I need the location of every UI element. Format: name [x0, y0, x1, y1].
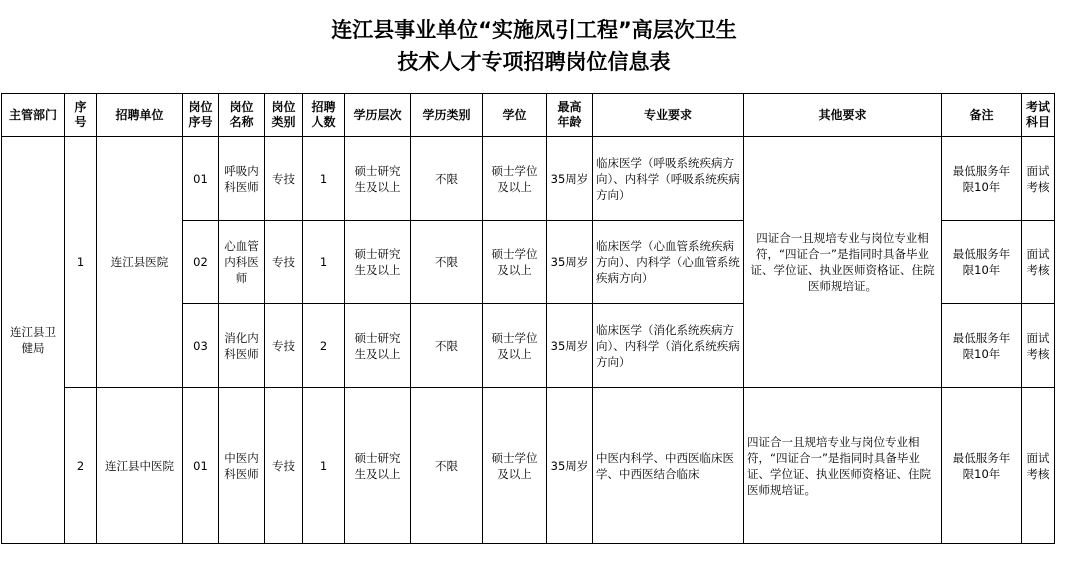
header-pos-no: 岗位 序号	[183, 94, 219, 137]
pos-type-cell: 专技	[265, 137, 303, 221]
note-cell: 最低服务年 限10年	[942, 221, 1022, 304]
table-row	[2, 388, 1055, 544]
age-cell: 35周岁	[547, 304, 593, 388]
edu-level-cell: 硕士研究 生及以上	[345, 137, 411, 221]
header-row	[2, 94, 1055, 137]
exam-cell: 面试 考核	[1022, 221, 1055, 304]
header-edu-type: 学历类别	[411, 94, 483, 137]
department-cell: 连江县卫 健局	[2, 137, 65, 544]
age-cell: 35周岁	[547, 137, 593, 221]
unit-seq-cell: 1	[65, 137, 97, 388]
pos-name-cell: 呼吸内 科医师	[219, 137, 265, 221]
recruitment-table	[1, 93, 1055, 544]
edu-type-cell: 不限	[411, 304, 483, 388]
pos-no-cell: 01	[183, 388, 219, 544]
count-cell: 2	[303, 304, 345, 388]
edu-type-cell: 不限	[411, 137, 483, 221]
degree-cell: 硕士学位 及以上	[483, 221, 547, 304]
edu-level-cell: 硕士研究 生及以上	[345, 304, 411, 388]
title-line-2: 技术人才专项招聘岗位信息表	[397, 50, 671, 74]
unit-name-cell: 连江县医院	[97, 137, 183, 388]
pos-type-cell: 专技	[265, 304, 303, 388]
degree-cell: 硕士学位 及以上	[483, 304, 547, 388]
header-pos-name: 岗位 名称	[219, 94, 265, 137]
title-line-1: 连江县事业单位“实施凤引工程”高层次卫生	[331, 18, 737, 42]
header-unit: 招聘单位	[97, 94, 183, 137]
count-cell: 1	[303, 221, 345, 304]
note-cell: 最低服务年 限10年	[942, 304, 1022, 388]
pos-no-cell: 01	[183, 137, 219, 221]
other-req-cell: 四证合一且规培专业与岗位专业相符，“四证合一”是指同时具备毕业证、学位证、执业医师资格证、住院医师规培证。	[744, 137, 942, 388]
table-row	[2, 137, 1055, 221]
header-dept: 主管部门	[2, 94, 65, 137]
exam-cell: 面试 考核	[1022, 388, 1055, 544]
count-cell: 1	[303, 137, 345, 221]
header-degree: 学位	[483, 94, 547, 137]
degree-cell: 硕士学位 及以上	[483, 137, 547, 221]
header-major: 专业要求	[593, 94, 744, 137]
major-cell: 临床医学（心血管系统疾病方向）、内科学（心血管系统疾病方向）	[593, 221, 744, 304]
header-note: 备注	[942, 94, 1022, 137]
note-cell: 最低服务年 限10年	[942, 388, 1022, 544]
major-cell: 临床医学（消化系统疾病方向）、内科学（消化系统疾病方向）	[593, 304, 744, 388]
edu-type-cell: 不限	[411, 221, 483, 304]
pos-type-cell: 专技	[265, 221, 303, 304]
edu-type-cell: 不限	[411, 388, 483, 544]
header-other: 其他要求	[744, 94, 942, 137]
pos-name-cell: 消化内 科医师	[219, 304, 265, 388]
header-count: 招聘 人数	[303, 94, 345, 137]
degree-cell: 硕士学位 及以上	[483, 388, 547, 544]
major-cell: 临床医学（呼吸系统疾病方向）、内科学（呼吸系统疾病方向）	[593, 137, 744, 221]
pos-no-cell: 03	[183, 304, 219, 388]
edu-level-cell: 硕士研究 生及以上	[345, 388, 411, 544]
header-seq: 序 号	[65, 94, 97, 137]
pos-name-cell: 心血管 内科医 师	[219, 221, 265, 304]
header-pos-type: 岗位 类别	[265, 94, 303, 137]
age-cell: 35周岁	[547, 221, 593, 304]
count-cell: 1	[303, 388, 345, 544]
pos-type-cell: 专技	[265, 388, 303, 544]
exam-cell: 面试 考核	[1022, 304, 1055, 388]
age-cell: 35周岁	[547, 388, 593, 544]
exam-cell: 面试 考核	[1022, 137, 1055, 221]
header-age: 最高 年龄	[547, 94, 593, 137]
header-exam: 考试 科目	[1022, 94, 1055, 137]
header-edu-level: 学历层次	[345, 94, 411, 137]
edu-level-cell: 硕士研究 生及以上	[345, 221, 411, 304]
unit-seq-cell: 2	[65, 388, 97, 544]
other-req-cell: 四证合一且规培专业与岗位专业相符，“四证合一”是指同时具备毕业证、学位证、执业医师资格证、住院医师规培证。	[744, 388, 942, 544]
pos-name-cell: 中医内 科医师	[219, 388, 265, 544]
note-cell: 最低服务年 限10年	[942, 137, 1022, 221]
major-cell: 中医内科学、中西医临床医学、中西医结合临床	[593, 388, 744, 544]
unit-name-cell: 连江县中医院	[97, 388, 183, 544]
page-title	[0, 14, 1068, 78]
pos-no-cell: 02	[183, 221, 219, 304]
